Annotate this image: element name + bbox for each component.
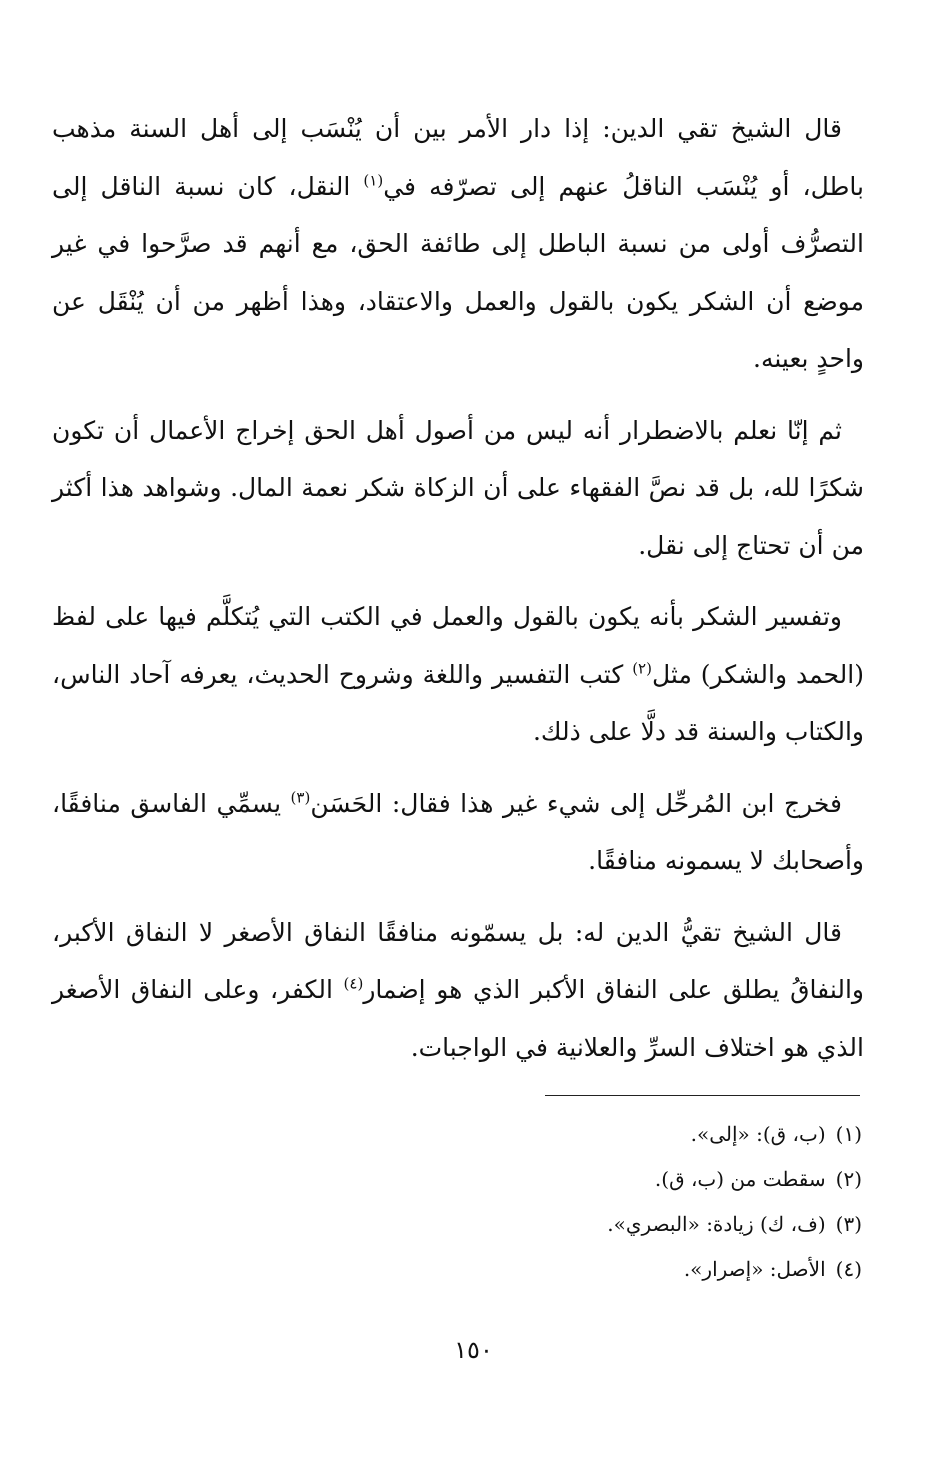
footnote-ref-3: (٣): [290, 788, 311, 807]
footnote-ref-2: (٢): [632, 659, 652, 678]
footnote-number: (٢): [835, 1167, 862, 1191]
paragraph-4: فخرج ابن المُرحِّل إلى شيء غير هذا فقال: الحَسَن$^{(٣)}$ يسمِّي الفاسق منافقًا، وأصحابك لا يسمونه منافقًا.: [52, 788, 864, 875]
footnote-2: [300, 1157, 862, 1202]
main-text: [52, 100, 864, 1090]
footnote-text: (ف، ك) زيادة: «البصري».: [607, 1212, 826, 1236]
footnote-4: [300, 1247, 862, 1292]
footnote-1: [300, 1112, 862, 1157]
footnote-number: (٤): [835, 1257, 862, 1281]
footnote-text: (ب، ق): «إلى».: [690, 1122, 826, 1146]
footnote-3: [300, 1202, 862, 1247]
paragraph-1: قال الشيخ تقي الدين: إذا دار الأمر بين أن يُنْسَب إلى أهل السنة مذهب باطل، أو يُنْسَب الناقلُ عنهم إلى تصرّفه في$^{(١)}$ النقل، كان نسبة الناقل إلى التصرُّف أولى من نسبة الباطل إلى طائفة الحق، مع أنهم قد صرَّحوا في غير موضع أن الشكر يكون بالقول والعمل والاعتقاد، وهذا أظهر من أن يُنْقَل عن واحدٍ بعينه.: [52, 114, 864, 373]
footnote-text: الأصل: «إصرار».: [683, 1257, 826, 1281]
footnote-ref-1: (١): [363, 171, 384, 190]
footnote-ref-4: (٤): [343, 974, 364, 993]
paragraph-2: ثم إنّا نعلم بالاضطرار أنه ليس من أصول أهل الحق إخراج الأعمال أن تكون شكرًا لله، بل قد نصَّ الفقهاء على أن الزكاة شكر نعمة المال. وشواهد هذا أكثر من أن تحتاج إلى نقل.: [52, 415, 864, 560]
page-number: ١٥٠: [454, 1336, 493, 1364]
footnote-number: (١): [835, 1122, 862, 1146]
footnotes: [300, 1112, 862, 1292]
paragraph-3: وتفسير الشكر بأنه يكون بالقول والعمل في الكتب التي يُتكلَّم فيها على لفظ (الحمد والشكر) مثل$^{(٢)}$ كتب التفسير واللغة وشروح الحديث، يعرفه آحاد الناس، والكتاب والسنة قد دلَّا على ذلك.: [52, 602, 864, 746]
footnote-divider: [545, 1095, 860, 1096]
footnote-text: سقطت من (ب، ق).: [654, 1167, 826, 1191]
footnote-number: (٣): [835, 1212, 862, 1236]
paragraph-5: قال الشيخ تقيُّ الدين له: بل يسمّونه منافقًا النفاق الأصغر لا النفاق الأكبر، والنفاقُ يطلق على النفاق الأكبر الذي هو إضمار$^{(٤)}$ الكفر، وعلى النفاق الأصغر الذي هو اختلاف السرِّ والعلانية في الواجبات.: [52, 917, 864, 1062]
